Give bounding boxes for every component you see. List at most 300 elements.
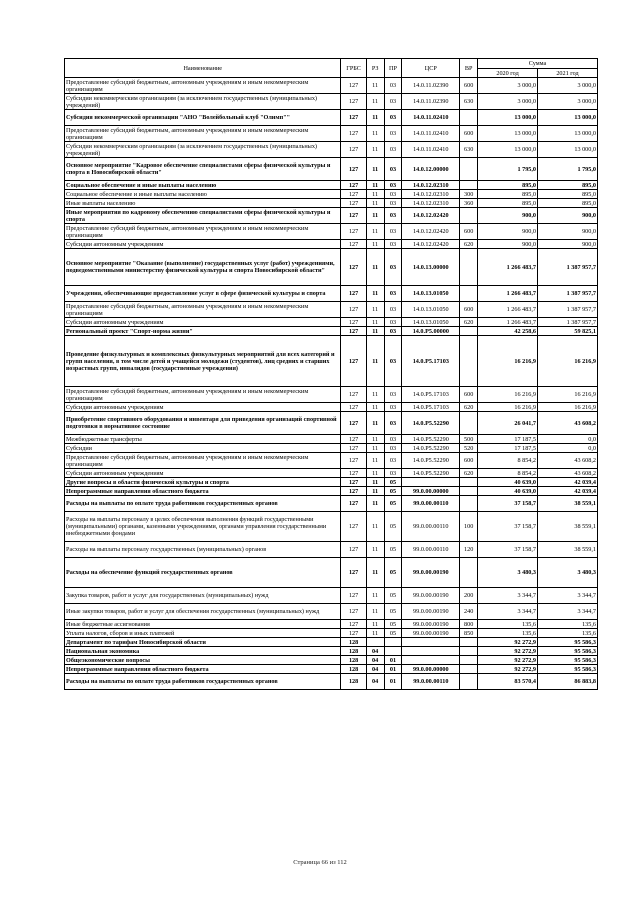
row-rz: 11 <box>366 387 384 403</box>
row-vr: 630 <box>460 142 478 158</box>
row-csr: 99.0.00.00000 <box>402 665 460 674</box>
row-name: Субсидии <box>65 444 341 453</box>
row-name: Иные выплаты населению <box>65 199 341 208</box>
row-grbs: 127 <box>341 478 366 487</box>
row-csr: 14.0.P5.52290 <box>402 412 460 435</box>
row-vr <box>460 674 478 690</box>
row-rz: 11 <box>366 620 384 629</box>
row-pr: 03 <box>384 302 402 318</box>
row-rz: 11 <box>366 199 384 208</box>
row-csr: 14.0.12.02420 <box>402 224 460 240</box>
table-row <box>65 94 598 110</box>
row-vr: 630 <box>460 94 478 110</box>
row-rz: 11 <box>366 126 384 142</box>
row-pr: 03 <box>384 190 402 199</box>
row-sum-2020: 40 639,0 <box>478 478 538 487</box>
row-sum-2021: 895,0 <box>538 190 598 199</box>
row-pr: 03 <box>384 224 402 240</box>
row-grbs: 128 <box>341 665 366 674</box>
row-rz: 11 <box>366 249 384 286</box>
row-sum-2020: 3 480,3 <box>478 558 538 588</box>
row-rz: 11 <box>366 496 384 512</box>
row-sum-2021: 13 000,0 <box>538 126 598 142</box>
row-grbs: 127 <box>341 412 366 435</box>
row-rz: 11 <box>366 240 384 249</box>
row-csr: 99.0.00.00190 <box>402 604 460 620</box>
table-row <box>65 665 598 674</box>
table-row <box>65 78 598 94</box>
row-vr <box>460 487 478 496</box>
row-rz: 11 <box>366 78 384 94</box>
row-pr: 03 <box>384 387 402 403</box>
row-vr <box>460 286 478 302</box>
row-name: Иные бюджетные ассигнования <box>65 620 341 629</box>
row-sum-2020: 1 266 483,7 <box>478 302 538 318</box>
row-sum-2020: 37 158,7 <box>478 496 538 512</box>
table-row <box>65 142 598 158</box>
row-csr: 14.0.12.02310 <box>402 190 460 199</box>
table-row <box>65 286 598 302</box>
row-name: Непрограммные направления областного бюджета <box>65 665 341 674</box>
table-row <box>65 190 598 199</box>
row-rz: 11 <box>366 588 384 604</box>
table-row <box>65 588 598 604</box>
table-row <box>65 656 598 665</box>
row-sum-2021: 3 000,0 <box>538 94 598 110</box>
row-rz: 11 <box>366 190 384 199</box>
row-pr: 03 <box>384 78 402 94</box>
row-name: Предоставление субсидий бюджетным, автономным учреждениям и иным некоммерческим организациям <box>65 224 341 240</box>
row-pr: 05 <box>384 478 402 487</box>
row-grbs: 127 <box>341 327 366 336</box>
row-sum-2020: 900,0 <box>478 208 538 224</box>
row-pr: 03 <box>384 158 402 181</box>
row-vr: 600 <box>460 224 478 240</box>
header-name: Наименование <box>65 59 341 78</box>
row-name: Региональный проект "Спорт-норма жизни" <box>65 327 341 336</box>
table-row <box>65 478 598 487</box>
table-row <box>65 199 598 208</box>
row-name: Расходы на обеспечение функций государственных органов <box>65 558 341 588</box>
row-rz: 11 <box>366 629 384 638</box>
row-sum-2021: 95 586,3 <box>538 647 598 656</box>
row-name: Основное мероприятие "Оказание (выполнение) государственных услуг (работ) учреждениями, подведомственными министерству физической культуры и спорта Новосибирской области" <box>65 249 341 286</box>
row-pr: 05 <box>384 496 402 512</box>
row-csr: 14.0.11.02390 <box>402 94 460 110</box>
row-rz: 11 <box>366 327 384 336</box>
row-csr: 14.0.12.02420 <box>402 208 460 224</box>
row-vr <box>460 208 478 224</box>
row-grbs: 127 <box>341 249 366 286</box>
header-grbs: ГРБС <box>341 59 366 78</box>
row-sum-2021: 13 000,0 <box>538 110 598 126</box>
table-row <box>65 558 598 588</box>
row-sum-2021: 135,6 <box>538 620 598 629</box>
row-vr: 120 <box>460 542 478 558</box>
row-vr: 620 <box>460 469 478 478</box>
row-sum-2021: 3 344,7 <box>538 604 598 620</box>
table-row <box>65 512 598 542</box>
table-row <box>65 453 598 469</box>
table-row <box>65 469 598 478</box>
row-vr: 520 <box>460 444 478 453</box>
row-grbs: 127 <box>341 387 366 403</box>
row-grbs: 128 <box>341 647 366 656</box>
table-row <box>65 126 598 142</box>
row-csr: 14.0.P5.17103 <box>402 403 460 412</box>
row-sum-2021: 135,6 <box>538 629 598 638</box>
row-vr: 100 <box>460 512 478 542</box>
row-pr: 03 <box>384 336 402 387</box>
row-pr: 05 <box>384 487 402 496</box>
row-csr: 14.0.P5.52290 <box>402 435 460 444</box>
row-csr: 99.0.00.00110 <box>402 542 460 558</box>
row-pr: 03 <box>384 240 402 249</box>
row-csr: 14.0.12.02420 <box>402 240 460 249</box>
row-sum-2021: 59 825,1 <box>538 327 598 336</box>
row-pr: 03 <box>384 453 402 469</box>
row-sum-2021: 3 000,0 <box>538 78 598 94</box>
table-row <box>65 224 598 240</box>
row-rz: 11 <box>366 336 384 387</box>
row-grbs: 127 <box>341 208 366 224</box>
row-grbs: 127 <box>341 78 366 94</box>
row-grbs: 127 <box>341 620 366 629</box>
row-vr: 360 <box>460 199 478 208</box>
row-rz: 11 <box>366 318 384 327</box>
row-name: Предоставление субсидий бюджетным, автономным учреждениям и иным некоммерческим организациям <box>65 78 341 94</box>
row-sum-2020: 900,0 <box>478 240 538 249</box>
row-csr: 99.0.00.00110 <box>402 496 460 512</box>
row-sum-2020: 1 795,0 <box>478 158 538 181</box>
row-vr: 500 <box>460 435 478 444</box>
page-footer: Страница 66 из 112 <box>293 859 347 866</box>
table-row <box>65 674 598 690</box>
row-csr <box>402 638 460 647</box>
row-sum-2021: 3 480,3 <box>538 558 598 588</box>
row-name: Другие вопросы в области физической культуры и спорта <box>65 478 341 487</box>
table-row <box>65 629 598 638</box>
row-sum-2020: 92 272,9 <box>478 656 538 665</box>
row-vr: 850 <box>460 629 478 638</box>
row-csr <box>402 656 460 665</box>
row-sum-2020: 17 187,5 <box>478 435 538 444</box>
row-sum-2020: 92 272,9 <box>478 665 538 674</box>
row-sum-2021: 1 387 957,7 <box>538 286 598 302</box>
row-rz: 11 <box>366 542 384 558</box>
row-sum-2020: 1 266 483,7 <box>478 286 538 302</box>
row-sum-2021: 1 387 957,7 <box>538 249 598 286</box>
row-grbs: 128 <box>341 674 366 690</box>
row-sum-2020: 40 639,0 <box>478 487 538 496</box>
row-grbs: 127 <box>341 435 366 444</box>
row-csr: 14.0.11.02410 <box>402 110 460 126</box>
row-vr <box>460 158 478 181</box>
row-name: Субсидии автономным учреждениям <box>65 469 341 478</box>
row-csr: 14.0.P5.00000 <box>402 327 460 336</box>
header-csr: ЦСР <box>402 59 460 78</box>
row-name: Непрограммные направления областного бюджета <box>65 487 341 496</box>
row-sum-2021: 1 387 957,7 <box>538 302 598 318</box>
row-csr: 99.0.00.00190 <box>402 629 460 638</box>
row-sum-2021: 42 039,4 <box>538 487 598 496</box>
row-sum-2021: 38 559,1 <box>538 496 598 512</box>
row-rz <box>366 638 384 647</box>
table-row <box>65 110 598 126</box>
row-pr: 03 <box>384 403 402 412</box>
row-csr: 14.0.12.02310 <box>402 199 460 208</box>
row-grbs: 127 <box>341 403 366 412</box>
row-name: Предоставление субсидий бюджетным, автономным учреждениям и иным некоммерческим организациям <box>65 302 341 318</box>
row-pr: 03 <box>384 286 402 302</box>
row-rz: 11 <box>366 469 384 478</box>
row-grbs: 127 <box>341 336 366 387</box>
row-sum-2021: 16 216,9 <box>538 336 598 387</box>
row-csr: 14.0.12.02310 <box>402 181 460 190</box>
row-name: Проведение физкультурных и комплексных физкультурных мероприятий для всех категорий и групп населения, в том числе детей и учащейся молодежи (студентов), лиц средних и старших возрастных групп, инвалидов (государственные учреждения) <box>65 336 341 387</box>
row-rz: 11 <box>366 512 384 542</box>
row-pr: 03 <box>384 142 402 158</box>
row-sum-2020: 3 000,0 <box>478 94 538 110</box>
row-rz: 11 <box>366 487 384 496</box>
row-vr <box>460 478 478 487</box>
row-pr: 05 <box>384 588 402 604</box>
row-csr: 14.0.13.01050 <box>402 302 460 318</box>
row-csr <box>402 478 460 487</box>
row-vr: 600 <box>460 453 478 469</box>
row-sum-2020: 13 000,0 <box>478 142 538 158</box>
row-sum-2021: 95 586,3 <box>538 638 598 647</box>
row-rz: 11 <box>366 181 384 190</box>
row-vr: 300 <box>460 190 478 199</box>
row-sum-2021: 3 344,7 <box>538 588 598 604</box>
row-grbs: 127 <box>341 142 366 158</box>
row-name: Субсидии некоммерческим организациям (за исключением государственных (муниципальных) учреждений) <box>65 142 341 158</box>
row-pr: 03 <box>384 469 402 478</box>
row-rz: 11 <box>366 94 384 110</box>
row-name: Приобретение спортивного оборудования и инвентаря для приведения организаций спортивной подготовки в нормативное состояние <box>65 412 341 435</box>
row-csr: 99.0.00.00190 <box>402 588 460 604</box>
row-pr: 03 <box>384 249 402 286</box>
row-rz: 11 <box>366 110 384 126</box>
row-grbs: 127 <box>341 126 366 142</box>
row-sum-2020: 13 000,0 <box>478 126 538 142</box>
row-grbs: 127 <box>341 558 366 588</box>
row-grbs: 127 <box>341 629 366 638</box>
table-row <box>65 403 598 412</box>
table-row <box>65 240 598 249</box>
row-vr <box>460 336 478 387</box>
row-name: Иные мероприятия по кадровому обеспечению специалистами сферы физической культуры и спорта <box>65 208 341 224</box>
row-sum-2021: 16 216,9 <box>538 403 598 412</box>
table-row <box>65 542 598 558</box>
row-grbs: 127 <box>341 94 366 110</box>
row-sum-2021: 38 559,1 <box>538 512 598 542</box>
row-grbs: 128 <box>341 656 366 665</box>
row-sum-2021: 42 039,4 <box>538 478 598 487</box>
table-row <box>65 435 598 444</box>
header-rz: РЗ <box>366 59 384 78</box>
table-row <box>65 496 598 512</box>
row-grbs: 127 <box>341 588 366 604</box>
row-csr: 14.0.13.01050 <box>402 286 460 302</box>
row-pr: 01 <box>384 656 402 665</box>
row-grbs: 127 <box>341 604 366 620</box>
row-vr <box>460 656 478 665</box>
row-csr: 14.0.P5.52290 <box>402 469 460 478</box>
row-sum-2021: 43 608,2 <box>538 412 598 435</box>
row-grbs: 127 <box>341 199 366 208</box>
row-grbs: 127 <box>341 240 366 249</box>
row-csr <box>402 647 460 656</box>
row-sum-2021: 38 559,1 <box>538 542 598 558</box>
row-rz: 11 <box>366 412 384 435</box>
row-sum-2021: 1 387 957,7 <box>538 318 598 327</box>
row-name: Межбюджетные трансферты <box>65 435 341 444</box>
table-row <box>65 647 598 656</box>
row-name: Субсидии некоммерческим организациям (за исключением государственных (муниципальных) учреждений) <box>65 94 341 110</box>
row-pr: 03 <box>384 110 402 126</box>
row-name: Основное мероприятие "Кадровое обеспечение специалистами сферы физической культуры и спорта в Новосибирской области" <box>65 158 341 181</box>
row-pr: 03 <box>384 181 402 190</box>
row-name: Социальное обеспечение и иные выплаты населению <box>65 190 341 199</box>
row-pr: 05 <box>384 542 402 558</box>
row-name: Уплата налогов, сборов и иных платежей <box>65 629 341 638</box>
row-sum-2020: 8 854,2 <box>478 453 538 469</box>
row-grbs: 127 <box>341 318 366 327</box>
row-rz: 04 <box>366 665 384 674</box>
table-row <box>65 208 598 224</box>
row-sum-2020: 37 158,7 <box>478 512 538 542</box>
table-row <box>65 487 598 496</box>
row-vr: 200 <box>460 588 478 604</box>
row-vr: 620 <box>460 240 478 249</box>
row-name: Иные закупки товаров, работ и услуг для обеспечения государственных (муниципальных) нужд <box>65 604 341 620</box>
row-csr: 14.0.P5.52290 <box>402 444 460 453</box>
row-name: Национальная экономика <box>65 647 341 656</box>
row-name: Департамент по тарифам Новосибирской области <box>65 638 341 647</box>
row-sum-2021: 0,0 <box>538 435 598 444</box>
row-sum-2021: 0,0 <box>538 444 598 453</box>
row-rz: 11 <box>366 478 384 487</box>
row-name: Общеэкономические вопросы <box>65 656 341 665</box>
row-pr: 05 <box>384 620 402 629</box>
table-row <box>65 620 598 629</box>
row-pr: 05 <box>384 558 402 588</box>
row-sum-2020: 1 266 483,7 <box>478 318 538 327</box>
row-rz: 11 <box>366 444 384 453</box>
row-grbs: 127 <box>341 487 366 496</box>
row-pr: 03 <box>384 444 402 453</box>
header-sum: Сумма <box>478 59 598 69</box>
row-pr: 03 <box>384 318 402 327</box>
table-row <box>65 158 598 181</box>
budget-table-sheet <box>64 58 598 690</box>
row-sum-2021: 895,0 <box>538 181 598 190</box>
row-csr: 99.0.00.00190 <box>402 620 460 629</box>
row-rz: 11 <box>366 403 384 412</box>
row-sum-2020: 3 000,0 <box>478 78 538 94</box>
row-vr <box>460 181 478 190</box>
row-csr: 14.0.12.00000 <box>402 158 460 181</box>
row-pr: 03 <box>384 412 402 435</box>
row-sum-2020: 900,0 <box>478 224 538 240</box>
row-vr: 600 <box>460 302 478 318</box>
row-pr <box>384 647 402 656</box>
row-sum-2020: 895,0 <box>478 199 538 208</box>
row-csr: 14.0.11.02390 <box>402 78 460 94</box>
budget-table <box>64 58 598 690</box>
row-grbs: 128 <box>341 638 366 647</box>
table-row <box>65 412 598 435</box>
table-row <box>65 444 598 453</box>
row-grbs: 127 <box>341 286 366 302</box>
row-sum-2021: 16 216,9 <box>538 387 598 403</box>
row-name: Предоставление субсидий бюджетным, автономным учреждениям и иным некоммерческим организациям <box>65 453 341 469</box>
row-csr: 14.0.P5.17103 <box>402 336 460 387</box>
row-sum-2021: 43 608,2 <box>538 469 598 478</box>
row-csr: 14.0.11.02410 <box>402 142 460 158</box>
row-sum-2021: 1 795,0 <box>538 158 598 181</box>
row-vr <box>460 638 478 647</box>
row-sum-2020: 92 272,9 <box>478 638 538 647</box>
row-sum-2020: 3 344,7 <box>478 604 538 620</box>
row-rz: 11 <box>366 286 384 302</box>
row-vr: 620 <box>460 318 478 327</box>
row-rz: 11 <box>366 435 384 444</box>
header-year-2021: 2021 год <box>538 69 598 78</box>
row-name: Субсидия некоммерческой организации "АНО "Волейбольный клуб "Олимп"" <box>65 110 341 126</box>
row-vr <box>460 665 478 674</box>
row-sum-2021: 900,0 <box>538 224 598 240</box>
table-header <box>65 59 598 78</box>
row-rz: 11 <box>366 302 384 318</box>
row-sum-2020: 16 216,9 <box>478 336 538 387</box>
row-pr: 03 <box>384 435 402 444</box>
row-grbs: 127 <box>341 181 366 190</box>
row-vr: 600 <box>460 126 478 142</box>
row-vr <box>460 249 478 286</box>
row-sum-2020: 17 187,5 <box>478 444 538 453</box>
table-row <box>65 249 598 286</box>
row-name: Субсидии автономным учреждениям <box>65 240 341 249</box>
row-pr: 03 <box>384 327 402 336</box>
row-sum-2021: 900,0 <box>538 240 598 249</box>
row-sum-2020: 895,0 <box>478 190 538 199</box>
table-row <box>65 604 598 620</box>
row-pr: 03 <box>384 126 402 142</box>
row-pr: 05 <box>384 629 402 638</box>
row-name: Учреждения, обеспечивающие предоставление услуг в сфере физической культуры и спорта <box>65 286 341 302</box>
row-pr: 01 <box>384 674 402 690</box>
row-rz: 11 <box>366 208 384 224</box>
row-vr <box>460 327 478 336</box>
row-sum-2021: 13 000,0 <box>538 142 598 158</box>
row-sum-2020: 8 854,2 <box>478 469 538 478</box>
row-name: Субсидии автономным учреждениям <box>65 403 341 412</box>
row-sum-2020: 895,0 <box>478 181 538 190</box>
row-csr: 99.0.00.00190 <box>402 558 460 588</box>
row-vr <box>460 647 478 656</box>
table-row <box>65 336 598 387</box>
row-pr: 01 <box>384 665 402 674</box>
row-sum-2020: 135,6 <box>478 629 538 638</box>
header-vr: ВР <box>460 59 478 78</box>
row-grbs: 127 <box>341 512 366 542</box>
row-sum-2021: 900,0 <box>538 208 598 224</box>
row-grbs: 127 <box>341 453 366 469</box>
row-grbs: 127 <box>341 469 366 478</box>
